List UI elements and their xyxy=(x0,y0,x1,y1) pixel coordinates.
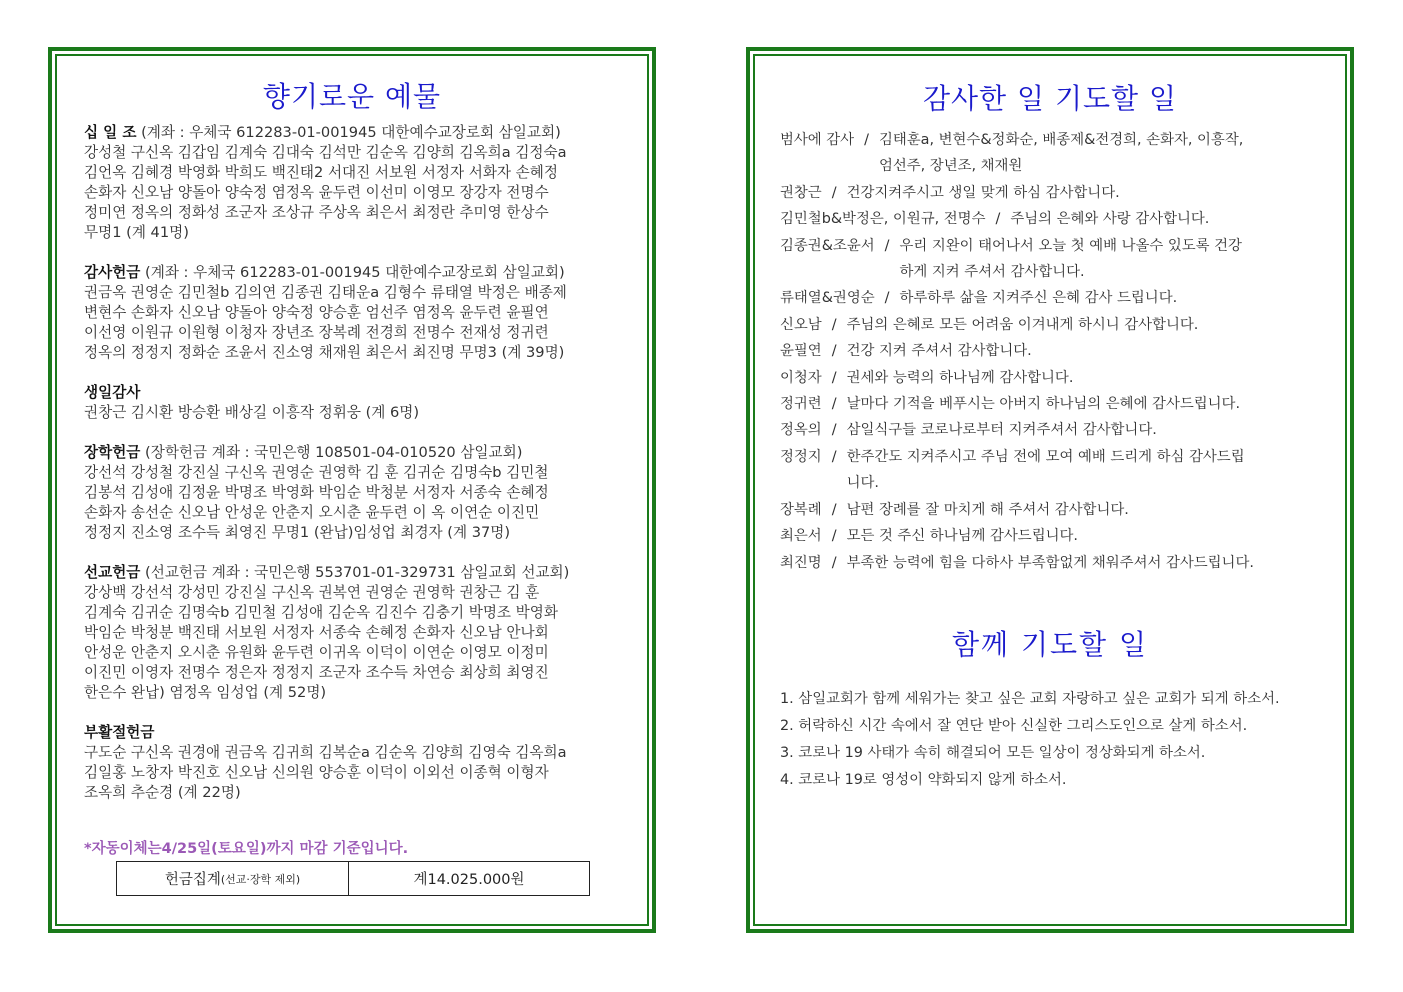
thanks-text xyxy=(847,338,1318,364)
offering-section-tithe xyxy=(84,123,626,243)
total-label: 헌금집계 xyxy=(164,872,221,888)
prayer-list xyxy=(780,686,1320,794)
thanks-row xyxy=(780,550,1318,576)
thanks-text-line: 남편 장례를 잘 마치게 해 주셔서 감사합니다. xyxy=(846,501,1129,518)
prayer-item: 4. 코로나 19로 영성이 약화되지 않게 하소서. xyxy=(780,772,1067,788)
thanks-text-line: 건강지켜주시고 생일 맞게 하심 감사합니다. xyxy=(846,184,1120,201)
section-names: 권금옥 권영순 김민철b 김의연 김종권 김태운a 김형수 류태열 박정은 배종제 변현수 손화자 신오남 양돌아 양숙정 양승훈 엄선주 염정옥 윤두련 윤필연 이선영 이원규 이원형 이청자 장년조 장복례 전경희 전명수 전재성 정귀련 정옥의 정정지 정화순 조윤서 진소영 채재원 최은서 최진명 무명3 (계 39명) xyxy=(84,284,567,361)
thanks-name: 권창근 xyxy=(780,184,822,201)
thanks-text-line: 우리 지완이 태어나서 오늘 첫 예배 나올수 있도록 건강 xyxy=(899,237,1242,254)
thanks-text-continuation: 하게 지켜 주셔서 감사합니다. xyxy=(899,264,1085,281)
separator: / xyxy=(831,448,837,465)
section-names: 권창근 김시환 방승환 배상길 이흥작 정휘웅 (계 6명) xyxy=(84,404,420,421)
prayer-title: 함께 기도할 일 xyxy=(951,628,1149,661)
thanks-row xyxy=(780,180,1318,206)
separator: / xyxy=(831,422,837,439)
thanks-name: 최은서 xyxy=(780,528,822,545)
thanks-row xyxy=(780,497,1318,523)
thanks-text-continuation: 엄선주, 장년조, 채재원 xyxy=(878,158,1023,175)
thanks-text-line: 하루하루 삶을 지켜주신 은혜 감사 드립니다. xyxy=(899,290,1178,307)
section-account: (선교헌금 계좌 : 국민은행 553701-01-329731 삼일교회 선교회) xyxy=(140,564,570,581)
thanks-text xyxy=(847,523,1318,549)
auto-transfer-note: *자동이체는4/25일(토요일)까지 마감 기준입니다. xyxy=(84,841,409,857)
prayer-panel xyxy=(746,47,1354,933)
thanks-name: 범사에 감사 xyxy=(780,132,855,148)
separator: / xyxy=(831,184,837,201)
thanks-row xyxy=(780,523,1318,549)
thanks-text xyxy=(847,312,1318,338)
section-names: 강상백 강선석 강성민 강진실 구신옥 권복연 권영순 권영학 권창근 김 훈 김계숙 김귀순 김명숙b 김민철 김성애 김순옥 김진수 김충기 박명조 박영화 박임순 박청분 백진태 서보원 서정자 서종숙 손혜정 손화자 신오남 안나회 안성운 안춘지 오시춘 유원화 윤두련 이귀옥 이덕이 이연순 이영모 이정미 이진민 이영자 전명수 정은자 정정지 조군자 조수득 차연승 최상희 최영진 한은수 완납) 염정옥 임성업 (계 52명) xyxy=(84,584,558,701)
thanks-text-line: 주님의 은혜와 사랑 감사합니다. xyxy=(1010,211,1210,228)
thanks-name: 신오남 xyxy=(780,316,822,333)
offering-section-scholarship xyxy=(84,443,626,543)
thanks-text-line: 한주간도 지켜주시고 주님 전에 모여 예배 드리게 하심 감사드립 xyxy=(846,448,1245,465)
thanks-text-continuation: 니다. xyxy=(846,475,879,492)
separator: / xyxy=(884,290,890,307)
thanks-name: 윤필연 xyxy=(780,343,822,360)
thanks-text xyxy=(879,127,1318,180)
thanks-text xyxy=(847,417,1318,443)
thanks-list xyxy=(780,127,1318,576)
section-names: 강선석 강성철 강진실 구신옥 권영순 권영학 김 훈 김귀순 김명숙b 김민철 김봉석 김성애 김정윤 박명조 박영화 박임순 박청분 서정자 서종숙 손혜정 손화자 송선순 신오남 안성운 안춘지 오시춘 윤두련 이 옥 이연순 이진민 정정지 진소영 조수득 최영진 무명1 (완납)임성업 최경자 (계 37명) xyxy=(84,464,549,541)
section-heading: 십 일 조 xyxy=(84,124,137,141)
section-names: 구도순 구신옥 권경애 권금옥 김귀희 김복순a 김순옥 김양희 김영숙 김옥희a 김일홍 노창자 박진호 신오남 신의원 양승훈 이덕이 이외선 이종혁 이형자 조옥희 추순경 (계 22명) xyxy=(84,744,567,801)
thanks-text-line: 김태훈a, 변현수&정화순, 배종제&전경희, 손화자, 이흥작, xyxy=(878,132,1244,148)
thanks-row xyxy=(780,285,1318,311)
thanks-name: 최진명 xyxy=(780,554,822,571)
prayer-item: 3. 코로나 19 사태가 속히 해결되어 모든 일상이 정상화되게 하소서. xyxy=(780,745,1206,761)
section-account: (계좌 : 우체국 612283-01-001945 대한예수교장로회 삼일교회) xyxy=(136,124,561,141)
prayer-item: 1. 삼일교회가 함께 세워가는 찾고 싶은 교회 자랑하고 싶은 교회가 되게 하소서. xyxy=(780,691,1280,707)
thanks-text xyxy=(847,180,1318,206)
offering-section-easter xyxy=(84,723,626,803)
section-heading: 생일감사 xyxy=(84,384,141,401)
prayer-item: 2. 허락하신 시간 속에서 잘 연단 받아 신실한 그리스도인으로 살게 하소서. xyxy=(780,718,1248,734)
thanks-text xyxy=(847,550,1318,576)
separator: / xyxy=(884,237,890,254)
thanks-text xyxy=(900,285,1319,311)
separator: / xyxy=(995,211,1001,228)
thanks-text xyxy=(847,444,1318,497)
thanks-text-line: 부족한 능력에 힘을 다하사 부족함없게 채워주셔서 감사드립니다. xyxy=(846,554,1254,571)
thanks-name: 김민철b&박정은, 이원규, 전명수 xyxy=(780,211,986,228)
thanks-row xyxy=(780,417,1318,443)
separator: / xyxy=(831,396,837,413)
thanks-title: 감사한 일 기도할 일 xyxy=(922,82,1178,115)
thanks-row xyxy=(780,391,1318,417)
thanks-text-line: 권세와 능력의 하나님께 감사합니다. xyxy=(846,369,1074,386)
thanks-name: 이청자 xyxy=(780,369,822,386)
offering-section-mission xyxy=(84,563,626,703)
thanks-name: 장복례 xyxy=(780,501,822,518)
separator: / xyxy=(831,369,837,386)
separator: / xyxy=(831,554,837,571)
thanks-row xyxy=(780,338,1318,364)
thanks-row xyxy=(780,444,1318,497)
thanks-text-line: 날마다 기적을 베푸시는 아버지 하나님의 은혜에 감사드립니다. xyxy=(846,396,1241,413)
thanks-text xyxy=(847,391,1318,417)
thanks-name: 김종권&조윤서 xyxy=(780,237,875,254)
thanks-text xyxy=(900,233,1319,286)
section-heading: 장학헌금 xyxy=(84,444,141,461)
thanks-name: 정정지 xyxy=(780,448,822,465)
thanks-row xyxy=(780,206,1318,232)
offering-total-table xyxy=(116,861,590,896)
thanks-row xyxy=(780,365,1318,391)
offering-sections xyxy=(84,123,626,823)
separator: / xyxy=(864,132,869,148)
section-account: (장학헌금 계좌 : 국민은행 108501-04-010520 삼일교회) xyxy=(140,444,523,461)
thanks-text-line: 모든 것 주신 하나님께 감사드립니다. xyxy=(846,528,1078,545)
separator: / xyxy=(831,501,837,518)
section-heading: 감사헌금 xyxy=(84,264,141,281)
thanks-row xyxy=(780,127,1318,180)
thanks-text xyxy=(1010,206,1318,232)
separator: / xyxy=(831,528,837,545)
total-sub-label: (선교·장학 제외) xyxy=(220,872,301,886)
section-names: 강성철 구신옥 김갑임 김계숙 김대숙 김석만 김순옥 김양희 김옥희a 김정숙a 김언옥 김혜경 박영화 박희도 백진태2 서대진 서보원 서정자 서화자 손혜정 손화자 신오남 양돌아 양숙정 염정옥 윤두련 이선미 이영모 장강자 전명수 정미연 정옥의 정화성 조군자 조상규 주상옥 최은서 최정란 추미영 한상수 무명1 (계 41명) xyxy=(84,144,567,241)
offering-panel xyxy=(48,47,656,933)
thanks-row xyxy=(780,312,1318,338)
thanks-name: 정귀련 xyxy=(780,396,822,413)
thanks-text-line: 주님의 은혜로 모든 어려움 이겨내게 하시니 감사합니다. xyxy=(846,316,1199,333)
total-label-cell xyxy=(117,862,349,895)
total-value-cell: 계14.025.000원 xyxy=(413,872,525,888)
thanks-name: 류태열&권영순 xyxy=(780,290,875,307)
section-heading: 부활절헌금 xyxy=(84,724,155,741)
offering-title: 향기로운 예물 xyxy=(262,80,442,113)
thanks-text-line: 삼일식구들 코로나로부터 지켜주셔서 감사합니다. xyxy=(846,422,1157,439)
separator: / xyxy=(831,316,837,333)
offering-section-thanks xyxy=(84,263,626,363)
thanks-row xyxy=(780,233,1318,286)
thanks-text-line: 건강 지켜 주셔서 감사합니다. xyxy=(846,343,1032,360)
offering-section-birthday xyxy=(84,383,626,423)
thanks-text xyxy=(847,365,1318,391)
thanks-name: 정옥의 xyxy=(780,422,822,439)
section-heading: 선교헌금 xyxy=(84,564,141,581)
section-account: (계좌 : 우체국 612283-01-001945 대한예수교장로회 삼일교회) xyxy=(140,264,565,281)
separator: / xyxy=(831,343,837,360)
thanks-text xyxy=(847,497,1318,523)
